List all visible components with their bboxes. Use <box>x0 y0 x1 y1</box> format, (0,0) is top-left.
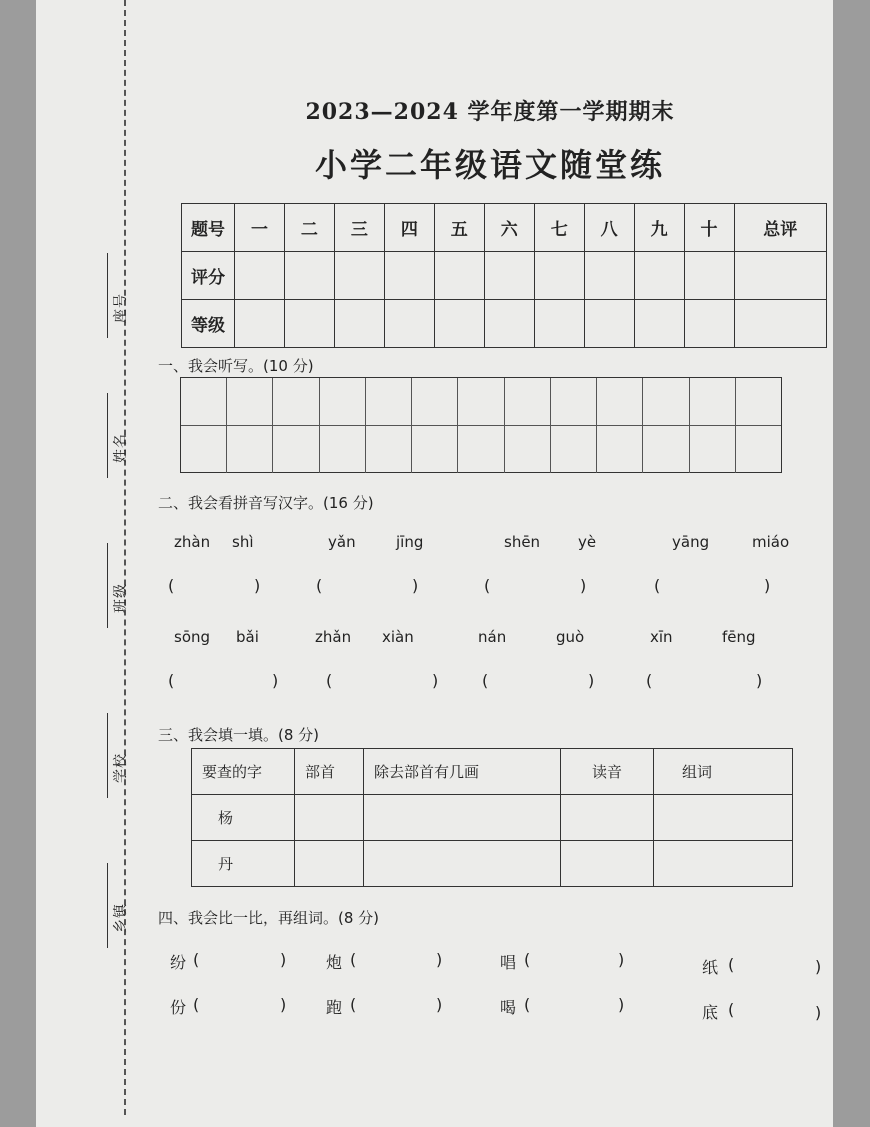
compare-char: 纸 <box>702 958 719 977</box>
bracket-close: ) <box>764 576 771 595</box>
fill-header: 要查的字 <box>192 749 295 795</box>
class-label: 班级 <box>113 583 129 613</box>
answer-row-2[interactable] <box>160 671 820 693</box>
score-cell[interactable] <box>284 252 334 300</box>
grid-cell[interactable] <box>365 426 411 473</box>
bracket-open: ( <box>654 576 661 595</box>
score-cell[interactable] <box>334 300 384 348</box>
fill-cell[interactable] <box>364 841 561 887</box>
class-field <box>94 568 130 628</box>
grid-cell[interactable] <box>735 378 781 425</box>
fill-header: 除去部首有几画 <box>364 749 561 795</box>
score-cell[interactable] <box>434 252 484 300</box>
compare-char: 喝 <box>500 998 517 1017</box>
bracket-open: ( <box>484 576 491 595</box>
grid-cell[interactable] <box>596 426 642 473</box>
bracket-close: ) <box>756 671 763 690</box>
bracket-close: ) <box>280 950 287 969</box>
town-label: 乡镇 <box>113 903 129 933</box>
score-header: 二 <box>284 204 334 252</box>
score-cell[interactable] <box>734 252 826 300</box>
bracket-open: ( <box>168 576 175 595</box>
score-cell[interactable] <box>684 252 734 300</box>
score-cell[interactable] <box>584 252 634 300</box>
bracket-open: ( <box>168 671 175 690</box>
fill-cell[interactable] <box>654 795 793 841</box>
score-cell[interactable] <box>734 300 826 348</box>
section-2-title: 二、我会看拼音写汉字。(16 分) <box>158 494 374 512</box>
fill-header: 部首 <box>295 749 364 795</box>
grid-cell[interactable] <box>319 426 365 473</box>
score-header: 三 <box>334 204 384 252</box>
bracket-open[interactable]: ( <box>350 950 357 969</box>
fill-cell[interactable] <box>561 841 654 887</box>
name-label: 姓名 <box>113 433 129 463</box>
score-header: 九 <box>634 204 684 252</box>
seat-label: 座号 <box>113 293 129 323</box>
grid-cell[interactable] <box>272 378 318 425</box>
compare-char: 唱 <box>500 953 517 972</box>
pinyin: fēng <box>722 628 756 646</box>
pinyin: xīn <box>650 628 673 646</box>
pinyin: nán <box>478 628 507 646</box>
section-4-title: 四、我会比一比，再组词。(8 分) <box>158 909 380 927</box>
name-field <box>94 418 130 478</box>
grid-cell[interactable] <box>181 426 226 473</box>
compare-char: 纷 <box>170 953 187 972</box>
score-cell[interactable] <box>584 300 634 348</box>
score-cell[interactable] <box>484 252 534 300</box>
answer-row-1[interactable] <box>160 576 820 598</box>
bracket-open: ( <box>646 671 653 690</box>
bracket-close: ) <box>432 671 439 690</box>
fill-cell[interactable] <box>295 795 364 841</box>
pinyin: guò <box>556 628 585 646</box>
pinyin: zhàn <box>174 533 211 551</box>
town-field <box>94 888 130 948</box>
grid-cell[interactable] <box>365 378 411 425</box>
grid-cell[interactable] <box>272 426 318 473</box>
school-field <box>94 738 130 798</box>
bracket-open[interactable]: ( <box>193 995 200 1014</box>
bracket-open[interactable]: ( <box>728 1000 735 1019</box>
score-cell[interactable] <box>384 252 434 300</box>
score-cell[interactable] <box>634 300 684 348</box>
bracket-open[interactable]: ( <box>728 955 735 974</box>
seat-field <box>94 278 130 338</box>
score-table <box>181 203 827 348</box>
grid-cell[interactable] <box>642 426 688 473</box>
score-cell[interactable] <box>534 300 584 348</box>
fill-cell[interactable] <box>561 795 654 841</box>
score-cell[interactable] <box>334 252 384 300</box>
fill-char: 丹 <box>192 841 295 887</box>
grid-cell[interactable] <box>689 378 735 425</box>
fill-cell[interactable] <box>364 795 561 841</box>
grid-cell[interactable] <box>504 378 550 425</box>
score-header: 六 <box>484 204 534 252</box>
grid-cell[interactable] <box>550 426 596 473</box>
score-header: 一 <box>235 204 285 252</box>
grid-cell[interactable] <box>504 426 550 473</box>
fill-cell[interactable] <box>654 841 793 887</box>
pinyin: bǎi <box>236 628 259 646</box>
fill-cell[interactable] <box>295 841 364 887</box>
pinyin: yǎn <box>328 533 356 551</box>
compare-char: 底 <box>702 1003 719 1022</box>
compare-char: 份 <box>170 998 187 1017</box>
title-line2: 小学二年级语文随堂练 <box>314 146 665 184</box>
score-header: 题号 <box>182 204 235 252</box>
score-cell[interactable] <box>384 300 434 348</box>
bracket-open[interactable]: ( <box>193 950 200 969</box>
pinyin: xiàn <box>382 628 414 646</box>
bracket-close: ) <box>412 576 419 595</box>
grid-cell[interactable] <box>550 378 596 425</box>
bracket-close: ) <box>815 1003 822 1022</box>
pinyin: shēn <box>504 533 541 551</box>
bracket-close: ) <box>272 671 279 690</box>
bracket-close: ) <box>436 950 443 969</box>
score-cell[interactable] <box>235 252 285 300</box>
grid-cell[interactable] <box>735 426 781 473</box>
fill-header: 读音 <box>561 749 654 795</box>
score-header: 总评 <box>734 204 826 252</box>
score-header: 十 <box>684 204 734 252</box>
bracket-open: ( <box>482 671 489 690</box>
score-header: 七 <box>534 204 584 252</box>
section-1-title: 一、我会听写。(10 分) <box>158 357 314 375</box>
grid-cell[interactable] <box>642 378 688 425</box>
compare-char: 炮 <box>326 953 343 972</box>
score-header: 五 <box>434 204 484 252</box>
grid-row <box>181 425 781 473</box>
score-header: 八 <box>584 204 634 252</box>
score-cell[interactable] <box>484 300 534 348</box>
score-cell[interactable] <box>434 300 484 348</box>
bracket-open[interactable]: ( <box>524 995 531 1014</box>
dictation-grid[interactable] <box>180 377 782 473</box>
grid-cell[interactable] <box>596 378 642 425</box>
pinyin: sōng <box>174 628 211 646</box>
grid-cell[interactable] <box>226 378 272 425</box>
grid-cell[interactable] <box>689 426 735 473</box>
section-3-title: 三、我会填一填。(8 分) <box>158 726 320 744</box>
score-row-label: 评分 <box>182 252 235 300</box>
compare-char: 跑 <box>326 998 343 1017</box>
school-label: 学校 <box>113 753 129 783</box>
bracket-open: ( <box>326 671 333 690</box>
bracket-close: ) <box>280 995 287 1014</box>
pinyin: jīng <box>396 533 424 551</box>
bracket-close: ) <box>815 957 822 976</box>
pinyin: miáo <box>752 533 790 551</box>
grid-row <box>181 378 781 425</box>
bracket-close: ) <box>618 950 625 969</box>
pinyin: yāng <box>672 533 710 551</box>
score-cell[interactable] <box>284 300 334 348</box>
score-header: 四 <box>384 204 434 252</box>
score-row-label: 等级 <box>182 300 235 348</box>
grid-cell[interactable] <box>319 378 365 425</box>
fill-header: 组词 <box>654 749 793 795</box>
grid-cell[interactable] <box>457 378 503 425</box>
bracket-open: ( <box>316 576 323 595</box>
grid-cell[interactable] <box>411 378 457 425</box>
pinyin: zhǎn <box>315 628 352 646</box>
score-cell[interactable] <box>534 252 584 300</box>
bracket-open[interactable]: ( <box>350 995 357 1014</box>
fill-char: 杨 <box>192 795 295 841</box>
bracket-open[interactable]: ( <box>524 950 531 969</box>
grid-cell[interactable] <box>181 378 226 425</box>
pinyin: yè <box>578 533 597 551</box>
title-line1: 2023—2024 学年度第一学期期末 <box>305 99 675 125</box>
bracket-close: ) <box>580 576 587 595</box>
bracket-close: ) <box>436 995 443 1014</box>
grid-cell[interactable] <box>457 426 503 473</box>
score-cell[interactable] <box>684 300 734 348</box>
bracket-close: ) <box>618 995 625 1014</box>
score-cell[interactable] <box>634 252 684 300</box>
pinyin: shì <box>232 533 254 551</box>
grid-cell[interactable] <box>411 426 457 473</box>
grid-cell[interactable] <box>226 426 272 473</box>
bracket-close: ) <box>588 671 595 690</box>
fill-table <box>191 748 793 887</box>
bracket-close: ) <box>254 576 261 595</box>
score-cell[interactable] <box>235 300 285 348</box>
